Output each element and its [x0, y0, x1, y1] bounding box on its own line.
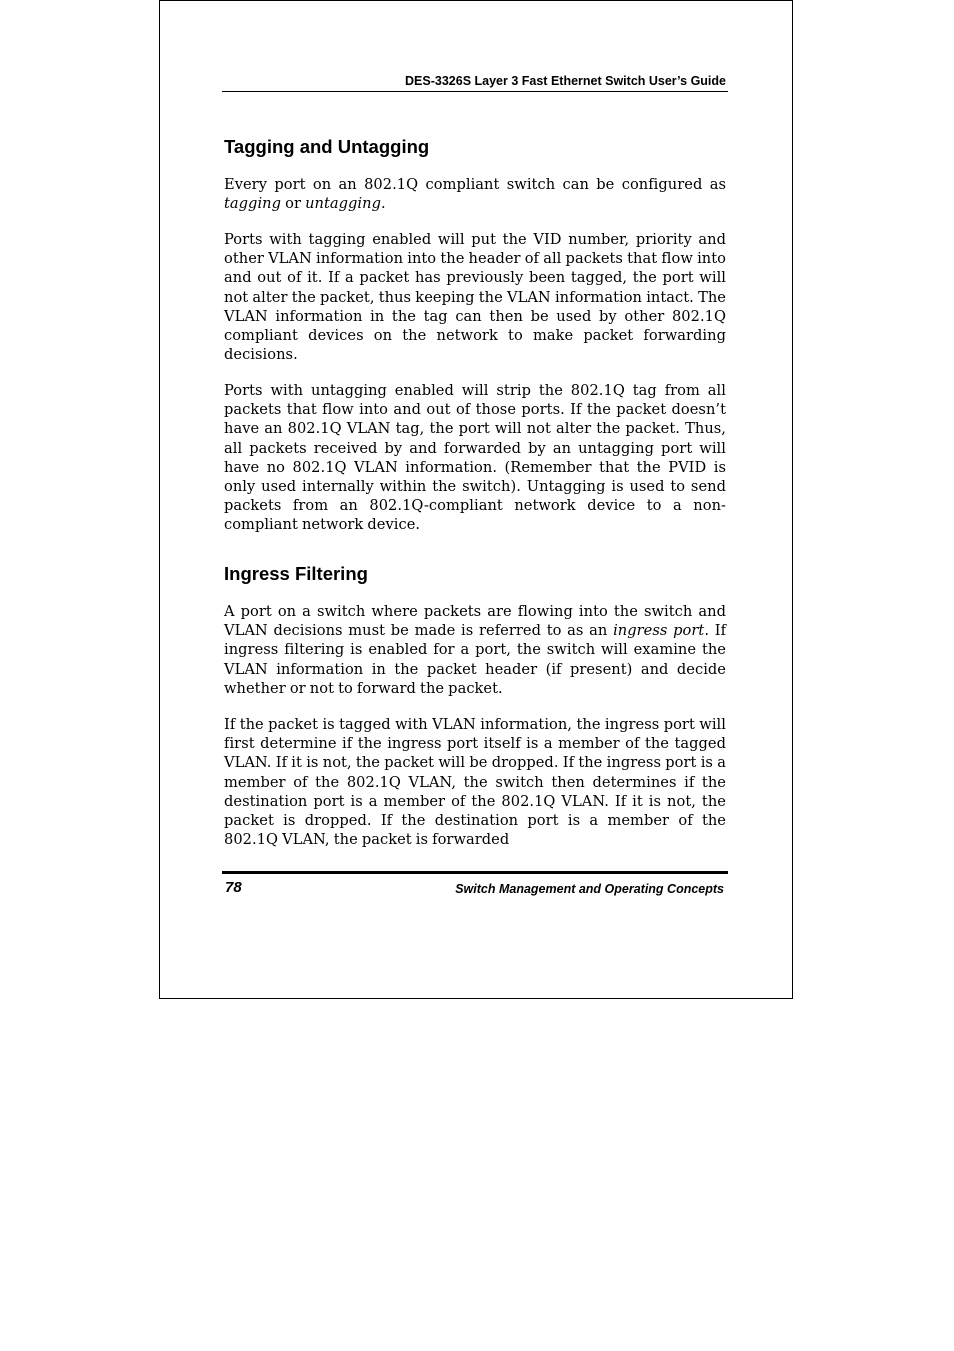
running-header: DES-3326S Layer 3 Fast Ethernet Switch User’s Guide: [405, 74, 726, 88]
header-divider: [222, 91, 728, 92]
paragraph-ingress-port: A port on a switch where packets are flowing into the switch and VLAN decisions must be made is referred to as an ingress port. If ingress filtering is enabled for a port, the switch will examine the VLAN information in the packet header (if present) and decide whether or not to forward the packet.: [224, 603, 727, 697]
running-footer: Switch Management and Operating Concepts: [455, 882, 724, 896]
paragraph-tagging-intro: Every port on an 802.1Q compliant switch can be configured as tagging or untagging.: [224, 176, 726, 213]
page-number: 78: [225, 879, 242, 896]
footer-divider: [222, 871, 728, 874]
section-heading-tagging: Tagging and Untagging: [224, 136, 430, 157]
paragraph-ingress-tagged: If the packet is tagged with VLAN information, the ingress port will first determine if the ingress port itself is a member of the tagged VLAN. If it is not, the packet will be dropped. If the ingress port is a member of the 802.1Q VLAN, the switch then determines if the destination port is a member of the 802.1Q VLAN. If it is not, the packet is dropped. If the destination port is a member of the 802.1Q VLAN, the packet is forwarded: [224, 716, 726, 849]
paragraph-tagging-enabled: Ports with tagging enabled will put the VID number, priority and other VLAN information into the header of all packets that flow into and out of it. If a packet has previously been tagged, the port will not alter the packet, thus keeping the VLAN information intact. The VLAN information in the tag can then be used by other 802.1Q compliant devices on the network to make packet forwarding decisions.: [224, 231, 726, 364]
section-heading-ingress: Ingress Filtering: [224, 563, 368, 584]
paragraph-untagging-enabled: Ports with untagging enabled will strip the 802.1Q tag from all packets that flow into and out of those ports. If the packet doesn’t have an 802.1Q VLAN tag, the port will not alter the packet. Thus, all packets received by and forwarded by an untagging port will have no 802.1Q VLAN information. (Remember that the PVID is only used internally within the switch). Untagging is used to send packets from an 802.1Q-compliant network device to a non-compliant network device.: [224, 382, 726, 534]
